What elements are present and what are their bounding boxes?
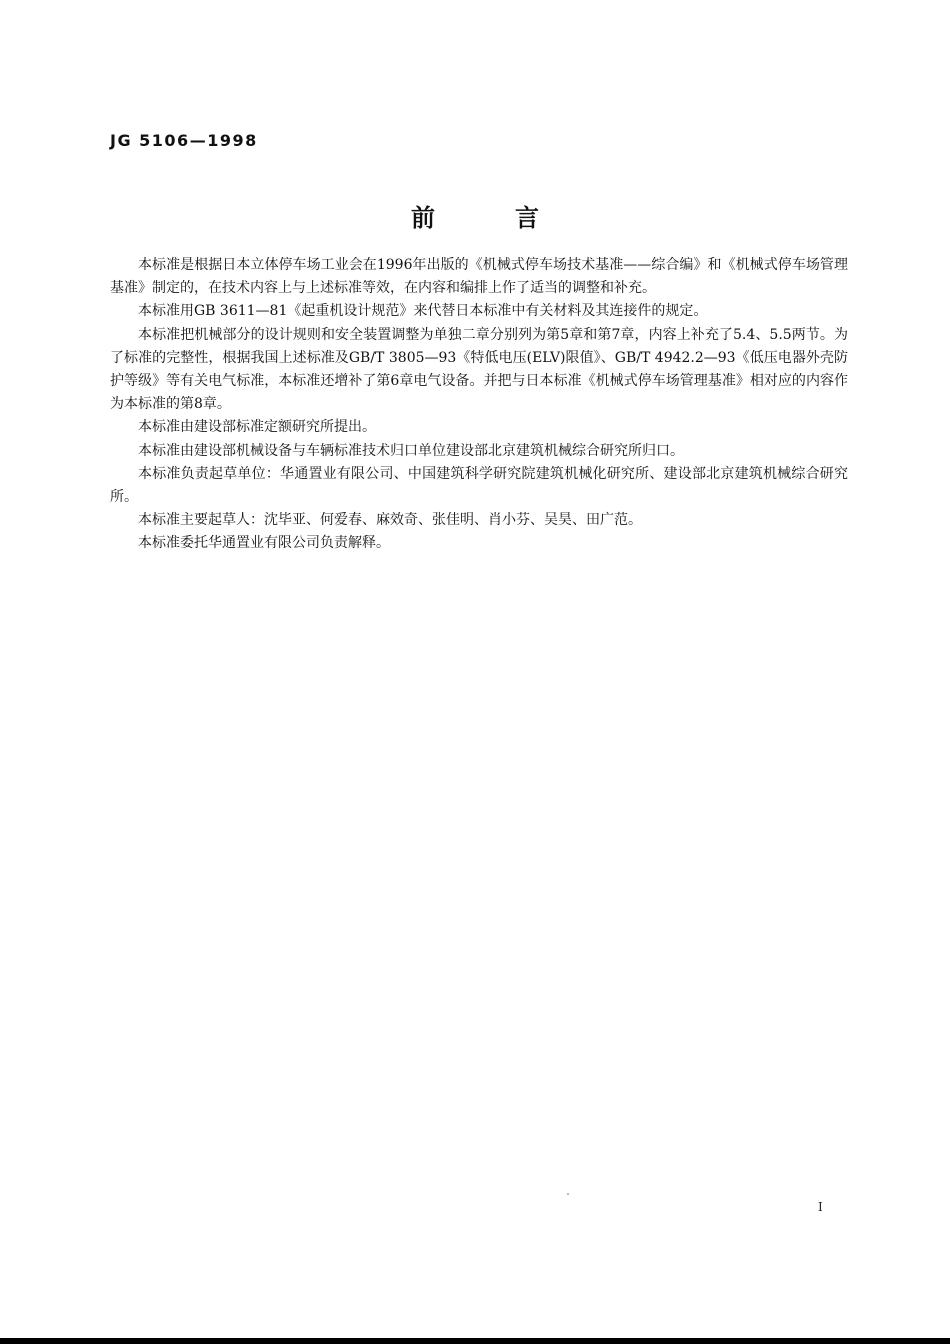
bottom-border [0, 1338, 950, 1344]
paragraph: 本标准委托华通置业有限公司负责解释。 [138, 535, 390, 552]
preface-body [110, 254, 848, 556]
paragraph: 本标准负责起草单位：华通置业有限公司、中国建筑科学研究院建筑机械化研究所、建设部北京建筑机械综合研究所。 [110, 465, 848, 506]
paragraph: 本标准由建设部机械设备与车辆标准技术归口单位建设部北京建筑机械综合研究所归口。 [138, 442, 684, 459]
title-char: 言 [515, 204, 539, 232]
paragraph: 本标准用GB 3611—81《起重机设计规范》来代替日本标准中有关材料及其连接件的规定。 [138, 303, 708, 320]
paragraph: 本标准主要起草人：沈毕亚、何爱春、麻效奇、张佳明、肖小芬、吴昊、田广范。 [138, 512, 642, 529]
document-code-header: JG 5106—1998 [110, 131, 258, 150]
paragraph: 本标准是根据日本立体停车场工业会在1996年出版的《机械式停车场技术基准——综合编》和《机械式停车场管理基准》制定的，在技术内容上与上述标准等效，在内容和编排上作了适当的调整和补充。 [110, 257, 848, 297]
page-number: I [818, 1200, 823, 1214]
paragraph: 本标准由建设部标准定额研究所提出。 [138, 419, 376, 436]
title-char: 前 [411, 204, 435, 232]
scan-speck [567, 1193, 569, 1195]
preface-title [0, 198, 950, 233]
paragraph: 本标准把机械部分的设计规则和安全装置调整为单独二章分别列为第5章和第7章，内容上补充了5.4、5.5两节。为了标准的完整性，根据我国上述标准及GB/T 3805—93《特低电压(ELV)限值》、GB/T 4942.2—93《低压电器外壳防护等级》等有关电气标准，本标准还增补了第6章电气设备。并把与日本标准《机械式停车场管理基准》相对应的内容作为本标准的第8章。 [110, 326, 848, 413]
